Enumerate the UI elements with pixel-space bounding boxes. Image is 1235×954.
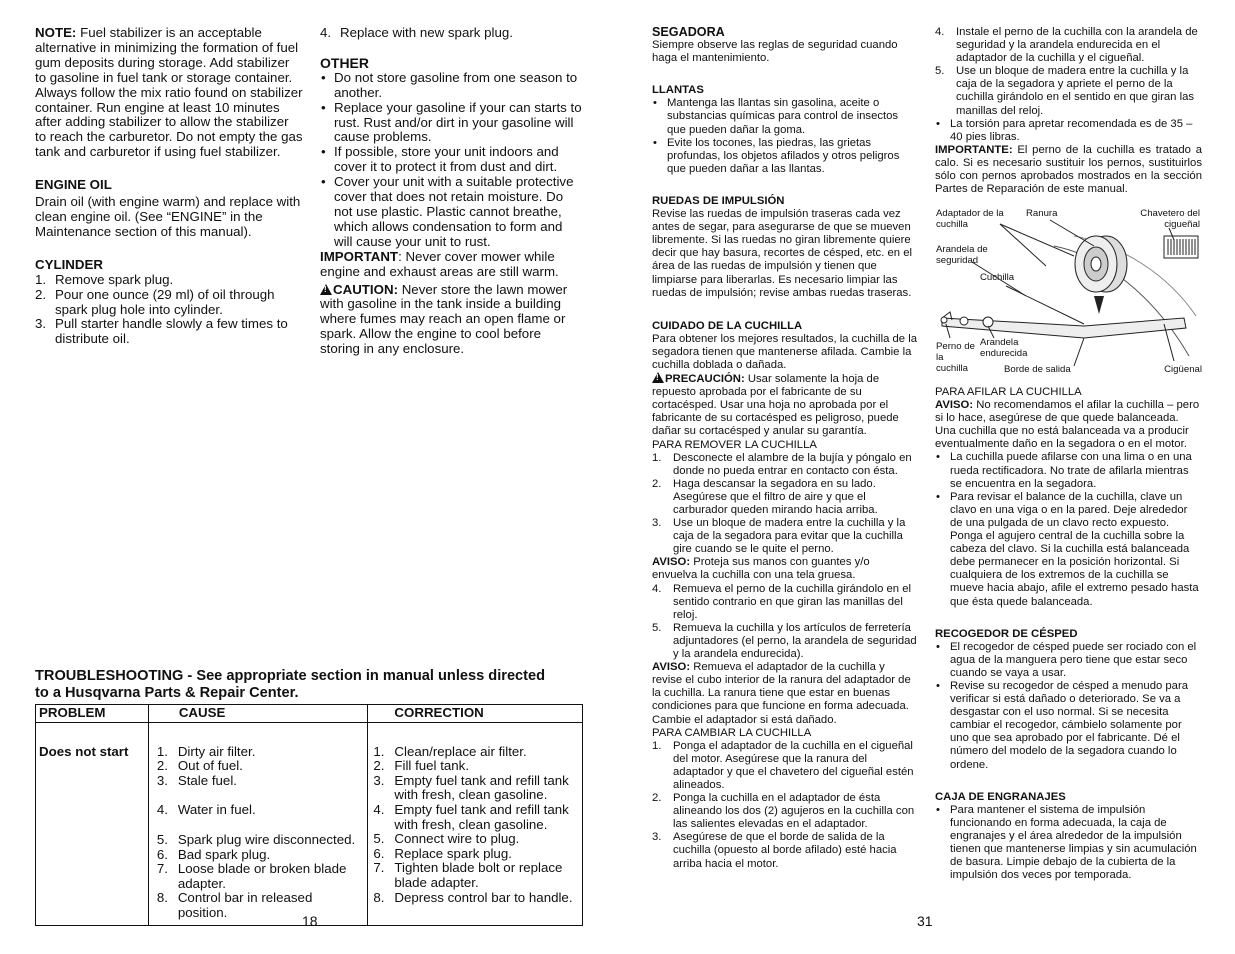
list-item: • Replace your gasoline if your can starts to rust. Rust and/or dirt in your gasoline will cause problems. [321, 99, 582, 145]
list-item: 5. Remueva la cuchilla y los artículos de ferretería adjuntadores (el perno, la arandela de seguridad y la arandela endurecida). [652, 621, 917, 661]
header-problem: PROBLEM [36, 705, 149, 723]
remover-steps-a [652, 452, 917, 557]
cambiar-steps [652, 740, 917, 871]
list-item: • Revise su recogedor de césped a menudo para verificar si está dañado o deteriorado. Se va a desgastar con el uso normal. Si se necesita cambiar el recogedor, cámbielo solamente por uno que sea aprobado por el fabricante. Dé el número del modelo de la segadora cuando lo ordene. [936, 679, 1189, 771]
recogedor-heading: RECOGEDOR DE CÉSPED [935, 627, 1078, 640]
header-cause: CAUSE [148, 705, 368, 723]
list-item: 2. Pour one ounce (29 ml) of oil through spark plug hole into cylinder. [35, 286, 275, 317]
list-item: 1. Desconecte el alambre de la bujía y póngalo en donde no pueda entrar en contacto con ésta. [652, 451, 912, 477]
list-item: 2. Out of fuel. [156, 758, 243, 774]
list-item: 2. Ponga la cuchilla en el adaptador de ésta alineando los dos (2) agujeros en la cuchilla con las salientes elevadas en el adaptador. [652, 792, 915, 831]
cylinder-steps [35, 273, 303, 348]
list-item: 4. Empty fuel tank and refill tank with fresh, clean gasoline. [373, 801, 569, 832]
list-item: 2. Haga descansar la segadora en su lado. Asegúrese que el filtro de aire y que el carburador queden mirando hacia arriba. [652, 477, 878, 516]
cuidado-text: Para obtener los mejores resultados, la cuchilla de la segadora tienen que mantenerse afilada. Cambie la cuchilla doblada o dañada. [652, 332, 917, 371]
table-header-row [36, 705, 583, 723]
list-item: 1. Remove spark plug. [35, 271, 174, 287]
cambiar-heading: PARA CAMBIAR LA CUCHILLA [652, 726, 812, 739]
cuidado-heading: CUIDADO DE LA CUCHILLA [652, 319, 803, 332]
other-heading: OTHER [320, 54, 369, 71]
left-column-1 [35, 26, 303, 347]
other-list [320, 71, 582, 250]
warning-triangle-icon [652, 372, 664, 383]
list-item: 5. Connect wire to plug. [373, 831, 520, 847]
note-text: Fuel stabilizer is an acceptable alternative in minimizing the formation of fuel gum deposits during storage. Add stabilizer to gasoline in fuel tank or storage container. Always follow the mix ratio found on stabilizer container. Run engine at least 10 minutes after adding stabilizer to allow the stabilizer to reach the carburetor. Do not empty the gas tank and carburetor if using fuel stabilizer. [35, 25, 303, 160]
list-item: • Do not store gasoline from one season to another. [321, 69, 578, 100]
aviso-afilar: AVISO: No recomendamos el afilar la cuchilla – pero si lo hace, asegúrese de que quede balanceada. Una cuchilla que no está balanceada va a producir eventualmente daño en la segadora o en el motor. [935, 399, 1200, 451]
list-item: 4. Instale el perno de la cuchilla con la arandela de seguridad y la arandela endurecida en el adaptador de la cuchilla y el cigueñal. [935, 26, 1198, 65]
list-item: 3. Asegúrese de que el borde de salida de la cuchilla (opuesto al borde afilado) esté hacia arriba hacia el motor. [652, 831, 897, 870]
list-item: 3. Empty fuel tank and refill tank with fresh, clean gasoline. [373, 772, 569, 803]
important-paragraph: IMPORTANT: Never cover mower while engine and exhaust areas are still warm. [320, 248, 559, 279]
importante-paragraph: IMPORTANTE: El perno de la cuchilla es tratado a calo. Si es necesario sustituir los pernos, sustituirlos sólo con pernos aprobados mostrados en la sección Partes de Reparación de este manual. [935, 143, 1202, 196]
cylinder-step-4 [320, 26, 582, 41]
label-adaptador: Adaptador de la cuchilla [936, 208, 1004, 230]
remover-steps-b [652, 583, 917, 662]
label-cuchilla: Cuchilla [980, 272, 1015, 283]
list-item: • Evite los tocones, las piedras, las grietas profundas, los objetos afilados y otros peligros que pueden dañar a las llantas. [653, 136, 900, 175]
recogedor-list [935, 641, 1202, 772]
caution-paragraph: !CAUTION: Never store the lawn mower with gasoline in the tank inside a building where fumes may reach an open flame or spark. Allow the engine to cool before storing in any enclosure. [320, 283, 582, 358]
label-arandela-seguridad: Arandela de seguridad [936, 244, 988, 266]
list-item: 3. Use un bloque de madera entre la cuchilla y la caja de la segadora para evitar que la cuchilla gire cuando se le quite el perno. [652, 517, 906, 556]
blade-diagram [934, 206, 1204, 378]
aviso-2: AVISO: Remueva el adaptador de la cuchilla y revise el cubo interior de la ranura del adaptador de la cuchilla. La ranura tiene que estar en buenas condiciones para que funcione en forma adecuada. Cambie el adaptador si está dañado. [652, 661, 911, 726]
table-row [36, 722, 583, 925]
precaucion-paragraph: !PRECAUCIÓN: Usar solamente la hoja de repuesto aprobada por el fabricante de su cortacésped. Usar una hoja no aprobada por el fabricante de su cortacésped es peligroso, puede dañar su cortacésped y anular su garantía. [652, 372, 917, 438]
list-item: • Mantenga las llantas sin gasolina, aceite o substancias químicas para control de insectos que pueden dañar la goma. [653, 97, 899, 136]
list-item: 7. Tighten blade bolt or replace blade adapter. [373, 860, 563, 890]
header-correction: CORRECTION [368, 705, 583, 723]
list-item: • El recogedor de césped puede ser rociado con el agua de la manguera pero tiene que estar seco cuando se vaya a usar. [936, 640, 1197, 679]
troubleshooting-heading: TROUBLESHOOTING - See appropriate section in manual unless directed to a Husqvarna Parts & Repair Center. [35, 668, 546, 701]
remover-heading: PARA REMOVER LA CUCHILLA [652, 438, 817, 451]
caja-list [935, 804, 1202, 883]
label-arandela-endurecida: Arandela endurecida [980, 337, 1028, 359]
list-item: • Para revisar el balance de la cuchilla, clave un clavo en una viga o en la pared. Deje alrededor de una pulgada de un clavo recto expuesto. Ponga el agujero central de la cuchilla sobre la cabeza del clavo. Si la cuchilla está balanceada debe permanecer en la posición horizontal. Si cualquiera de los extremos de la cuchilla se mueve hacia abajo, afile el extremo pesado hasta que ésta quede balanceada. [936, 490, 1199, 608]
left-column-2 [320, 26, 582, 357]
cause-cell [148, 722, 368, 925]
aviso-1: AVISO: Proteja sus manos con guantes y/o envuelva la cuchilla con una tela gruesa. [652, 556, 870, 582]
llantas-heading: LLANTAS [652, 84, 704, 97]
engine-oil-heading: ENGINE OIL [35, 177, 112, 193]
ruedas-heading: RUEDAS DE IMPULSIÓN [652, 194, 785, 207]
list-item: 8. Depress control bar to handle. [373, 889, 573, 905]
list-item: • Para mantener el sistema de impulsión funcionando en forma adecuada, la caja de engranajes y el área alrededor de la impulsión tienen que mantenerse limpias y sin acumulación de basura. Limpie debajo de la cubierta de la impulsión dos veces por temporada. [936, 803, 1197, 882]
list-item: 5. Use un bloque de madera entre la cuchilla y la caja de la segadora y apriete el perno de la cuchilla girándolo en el sentido en que giran las manillas del reloj. [935, 65, 1195, 117]
list-item: 1. Ponga el adaptador de la cuchilla en el cigueñal del motor. Asegúrese que la ranura del adaptador y que el chavetero del cigueñal estén alineados. [652, 739, 914, 791]
note-label: NOTE: [35, 25, 77, 40]
important-label: IMPORTANT [320, 248, 399, 264]
list-item: 7. Loose blade or broken blade adapter. [156, 861, 347, 891]
list-item: 1. Clean/replace air filter. [373, 743, 527, 759]
label-borde: Borde de salida [1004, 364, 1071, 375]
ruedas-text: Revise las ruedas de impulsión traseras cada vez antes de segar, para asegurarse de que se mueven libremente. Si las ruedas no giran libremente quiere decir que hay basura, recortes de césped, etc. en el área de las ruedas de impulsión y tienen que limpiarse para liberarlas. Es necesario limpiar las ruedas de impulsión; revise ambas ruedas traseras. [652, 208, 912, 299]
list-item: 5. Spark plug wire disconnected. [156, 831, 356, 847]
afilar-heading: PARA AFILAR LA CUCHILLA [935, 386, 1082, 398]
list-item: • La torsión para apretar recomendada es de 35 – 40 pies libras. [936, 117, 1193, 143]
llantas-list [652, 97, 917, 176]
troubleshooting-table [35, 704, 583, 926]
cambiar-steps-cont [935, 26, 1202, 118]
afilar-list [935, 451, 1202, 608]
page-number-left: 18 [302, 913, 318, 929]
list-item: 4. Remueva el perno de la cuchilla girándolo en el sentido contrario en que giran las manillas del reloj. [652, 582, 912, 621]
label-chavetero: Chavetero del cigueñal [1140, 208, 1200, 230]
label-ranura: Ranura [1026, 208, 1058, 219]
list-item: 4. Water in fuel. [156, 802, 256, 818]
list-item: 8. Control bar in released position. [156, 890, 313, 920]
list-item: 4. Replace with new spark plug. [320, 25, 513, 40]
segadora-heading: SEGADORA [652, 25, 725, 39]
correction-cell [368, 722, 583, 925]
list-item: • If possible, store your unit indoors and cover it to protect it from dust and dirt. [321, 144, 559, 175]
engine-oil-text: Drain oil (with engine warm) and replace with clean engine oil. (See “ENGINE” in the Maintenance section of this manual). [35, 194, 301, 239]
list-item: 2. Fill fuel tank. [373, 758, 470, 774]
right-column-1 [652, 26, 917, 871]
cylinder-heading: CYLINDER [35, 256, 103, 272]
right-column-2 [935, 26, 1202, 196]
caja-heading: CAJA DE ENGRANAJES [935, 790, 1066, 803]
warning-triangle-icon [320, 284, 332, 295]
label-perno: Perno de la cuchilla [936, 341, 975, 374]
list-item: 1. Dirty air filter. [156, 743, 256, 759]
page-number-right: 31 [917, 913, 933, 929]
list-item: 3. Stale fuel. [156, 772, 237, 788]
right-column-2-lower [935, 386, 1202, 882]
list-item: 6. Replace spark plug. [373, 845, 512, 861]
torque-list [935, 118, 1202, 144]
caution-label: CAUTION: [333, 281, 398, 297]
list-item: • Cover your unit with a suitable protective cover that does not retain moisture. Do not use plastic. Plastic cannot breathe, which allows condensation to form and will cause your unit to rust. [321, 174, 574, 249]
list-item: • La cuchilla puede afilarse con una lima o en una rueda rectificadora. No trate de afilarla mientras se encuentra en la segadora. [936, 451, 1192, 490]
note-paragraph [35, 26, 303, 160]
problem-cell: Does not start [36, 722, 149, 925]
label-ciguenal: Cigüenal [1164, 364, 1202, 375]
segadora-text: Siempre observe las reglas de seguridad cuando haga el mantenimiento. [652, 39, 898, 65]
list-item: 6. Bad spark plug. [156, 846, 271, 862]
list-item: 3. Pull starter handle slowly a few times to distribute oil. [35, 316, 288, 347]
